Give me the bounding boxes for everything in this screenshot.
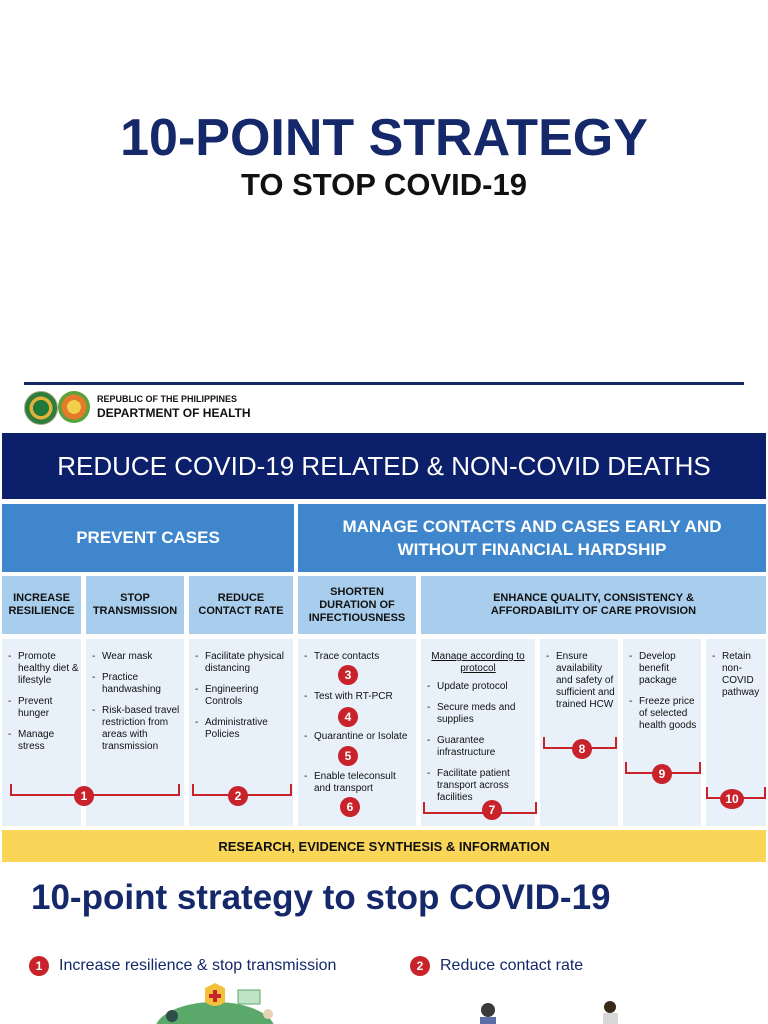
list-item: - Prevent hunger <box>6 696 79 720</box>
doh-seal-icon <box>24 391 58 425</box>
number-badge-10: 10 <box>720 789 744 809</box>
bracket-7 <box>423 802 537 814</box>
col-transmission <box>86 639 184 826</box>
list-item: - Quarantine or Isolate <box>302 731 412 743</box>
strategy-label-1-text: Increase resilience & stop transmission <box>59 957 337 974</box>
strategy-label-1 <box>29 956 336 976</box>
list-item: - Risk-based travel restriction from areas with transmission <box>90 705 180 753</box>
list-item: - Retain non-COVID pathway <box>710 651 764 699</box>
page-subtitle: TO STOP COVID-19 <box>241 167 527 202</box>
col-hcw <box>540 639 618 826</box>
list-item: - Facilitate physical distancing <box>193 651 289 675</box>
main-goal-banner: REDUCE COVID-19 RELATED & NON-COVID DEATHS <box>2 433 766 499</box>
list-item: - Trace contacts <box>302 651 412 663</box>
list-item: - Test with RT-PCR <box>302 691 412 703</box>
list-item: - Administrative Policies <box>193 717 289 741</box>
subhead-transmission: STOP TRANSMISSION <box>86 576 184 634</box>
number-badge-7: 7 <box>482 800 502 820</box>
col-benefit <box>623 639 701 826</box>
list-item: - Develop benefit package <box>627 651 699 687</box>
group-manage-contacts <box>298 504 766 572</box>
list-item: - Ensure availability and safety of sufficient and trained HCW <box>544 651 616 711</box>
section-title: 10-point strategy to stop COVID-19 <box>31 878 611 917</box>
doh-logo-icon <box>58 391 90 423</box>
strategy-label-2 <box>410 956 583 976</box>
col-resilience <box>2 639 81 826</box>
list-item: - Enable teleconsult and transport <box>302 771 412 795</box>
number-badge-1: 1 <box>74 786 94 806</box>
protocol-heading: Manage according to protocol <box>431 651 525 674</box>
list-item: - Wear mask <box>90 651 180 663</box>
subhead-contact-rate: REDUCE CONTACT RATE <box>189 576 293 634</box>
list-item: - Update protocol <box>425 681 531 693</box>
page-title: 10-POINT STRATEGY <box>120 109 648 167</box>
list-item: - Engineering Controls <box>193 684 289 708</box>
bracket-1 <box>10 784 180 796</box>
col-shorten <box>298 639 416 826</box>
list-item: - Freeze price of selected health goods <box>627 696 699 732</box>
list-item: - Facilitate patient transport across facilities <box>425 768 531 804</box>
number-badge-9: 9 <box>652 764 672 784</box>
number-badge-2: 2 <box>228 786 248 806</box>
subhead-enhance: ENHANCE QUALITY, CONSISTENCY & AFFORDABILITY OF CARE PROVISION <box>421 576 766 634</box>
number-badge-1-small: 1 <box>29 956 49 976</box>
list-item: - Manage stress <box>6 729 79 753</box>
col-protocol <box>421 639 535 826</box>
people-illustration <box>470 998 640 1024</box>
number-badge-6: 6 <box>340 797 360 817</box>
health-illustration <box>150 980 280 1024</box>
strategy-label-2-text: Reduce contact rate <box>440 957 584 974</box>
list-item: - Promote healthy diet & lifestyle <box>6 651 79 687</box>
group-prevent-cases: PREVENT CASES <box>2 504 294 572</box>
research-bar: RESEARCH, EVIDENCE SYNTHESIS & INFORMATION <box>2 830 766 862</box>
header-divider <box>24 382 744 385</box>
group-manage-label: MANAGE CONTACTS AND CASES EARLY AND WITHOUT FINANCIAL HARDSHIP <box>342 517 722 559</box>
department-label: DEPARTMENT OF HEALTH <box>97 406 251 420</box>
subhead-shorten: SHORTEN DURATION OF INFECTIOUSNESS <box>298 576 416 634</box>
number-badge-8: 8 <box>572 739 592 759</box>
number-badge-3: 3 <box>338 665 358 685</box>
subhead-resilience: INCREASE RESILIENCE <box>2 576 81 634</box>
list-item: - Practice handwashing <box>90 672 180 696</box>
number-badge-5: 5 <box>338 746 358 766</box>
number-badge-2-small: 2 <box>410 956 430 976</box>
republic-label: REPUBLIC OF THE PHILIPPINES <box>97 394 238 404</box>
list-item: - Secure meds and supplies <box>425 702 531 726</box>
list-item: - Guarantee infrastructure <box>425 735 531 759</box>
number-badge-4: 4 <box>338 707 358 727</box>
